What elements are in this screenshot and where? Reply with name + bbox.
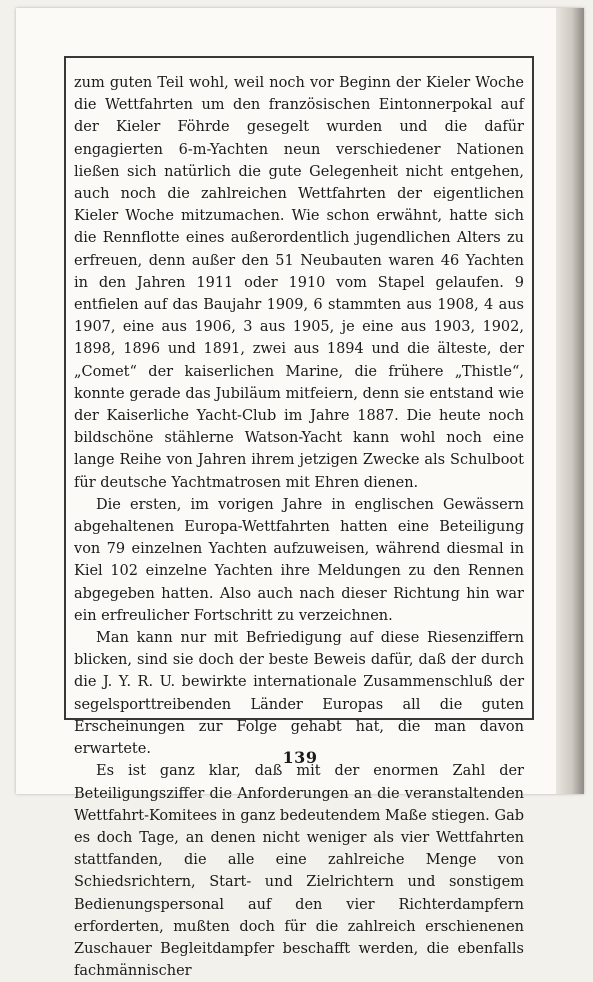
paragraph-1: zum guten Teil wohl, weil noch vor Beginn der Kieler Woche die Wettfahrten um den französischen Eintonnerpokal auf der Kieler Föhrde gesegelt wurden und die dafür engagierten 6-m-Yachten neun verschiedener Nationen ließen sich natürlich die gute Gelegenheit nicht entgehen, auch noch die zahlreichen Wettfahrten der eigentlichen Kieler Woche mitzumachen. Wie schon erwähnt, hatte sich die Rennflotte eines außerordentlich jugendlichen Alters zu erfreuen, denn außer den 51 Neubauten waren 46 Yachten in den Jahren 1911 oder 1910 vom Stapel gelaufen. 9 entfielen auf das Baujahr 1909, 6 stammten aus 1908, 4 aus 1907, eine aus 1906, 3 aus 1905, je eine aus 1903, 1902, 1898, 1896 und 1891, zwei aus 1894 und die älteste, der „Comet“ der kaiserlichen Marine, die frühere „Thistle“, konnte gerade das Jubiläum mitfeiern, denn sie entstand wie der Kaiserliche Yacht-Club im Jahre 1887. Die heute noch bildschöne stählerne Watson-Yacht kann wohl noch eine lange Reihe von Jahren ihrem jetzigen Zwecke als Schulboot für deutsche Yachtmatrosen mit Ehren dienen.	[74, 75, 524, 491]
book-spine-shadow	[556, 8, 584, 794]
book-page	[16, 8, 584, 980]
paragraph-3: Man kann nur mit Befriedigung auf diese Riesenziffern blicken, sind sie doch der beste Beweis dafür, daß der durch die J. Y. R. U. bewirkte internationale Zusammenschluß der segelsporttreibenden Länder Europas all die guten Erscheinungen zur Folge gehabt hat, die man davon erwartete.	[74, 630, 524, 758]
paragraph-4: Es ist ganz klar, daß mit der enormen Zahl der Beteiligungsziffer die Anforderungen an die veranstaltenden Wettfahrt-Komitees in ganz bedeutendem Maße stiegen. Gab es doch Tage, an denen nicht weniger als vier Wettfahrten stattfanden, die alle eine zahlreiche Menge von Schiedsrichtern, Start- und Zielrichtern und sonstigem Bedienungspersonal auf den vier Richterdampfern erforderten, mußten doch für die zahlreich erschienenen Zuschauer Begleitdampfer beschafft werden, die ebenfalls fachmännischer	[74, 763, 524, 980]
body-text	[74, 72, 524, 982]
paragraph-2: Die ersten, im vorigen Jahre in englischen Gewässern abgehaltenen Europa-Wettfahrten hatten eine Beteiligung von 79 einzelnen Yachten aufzuweisen, während diesmal in Kiel 102 einzelne Yachten ihre Meldungen zu den Rennen abgegeben hatten. Also auch nach dieser Richtung hin war ein erfreulicher Fortschritt zu verzeichnen.	[74, 496, 524, 624]
page-number: 139	[282, 748, 318, 767]
